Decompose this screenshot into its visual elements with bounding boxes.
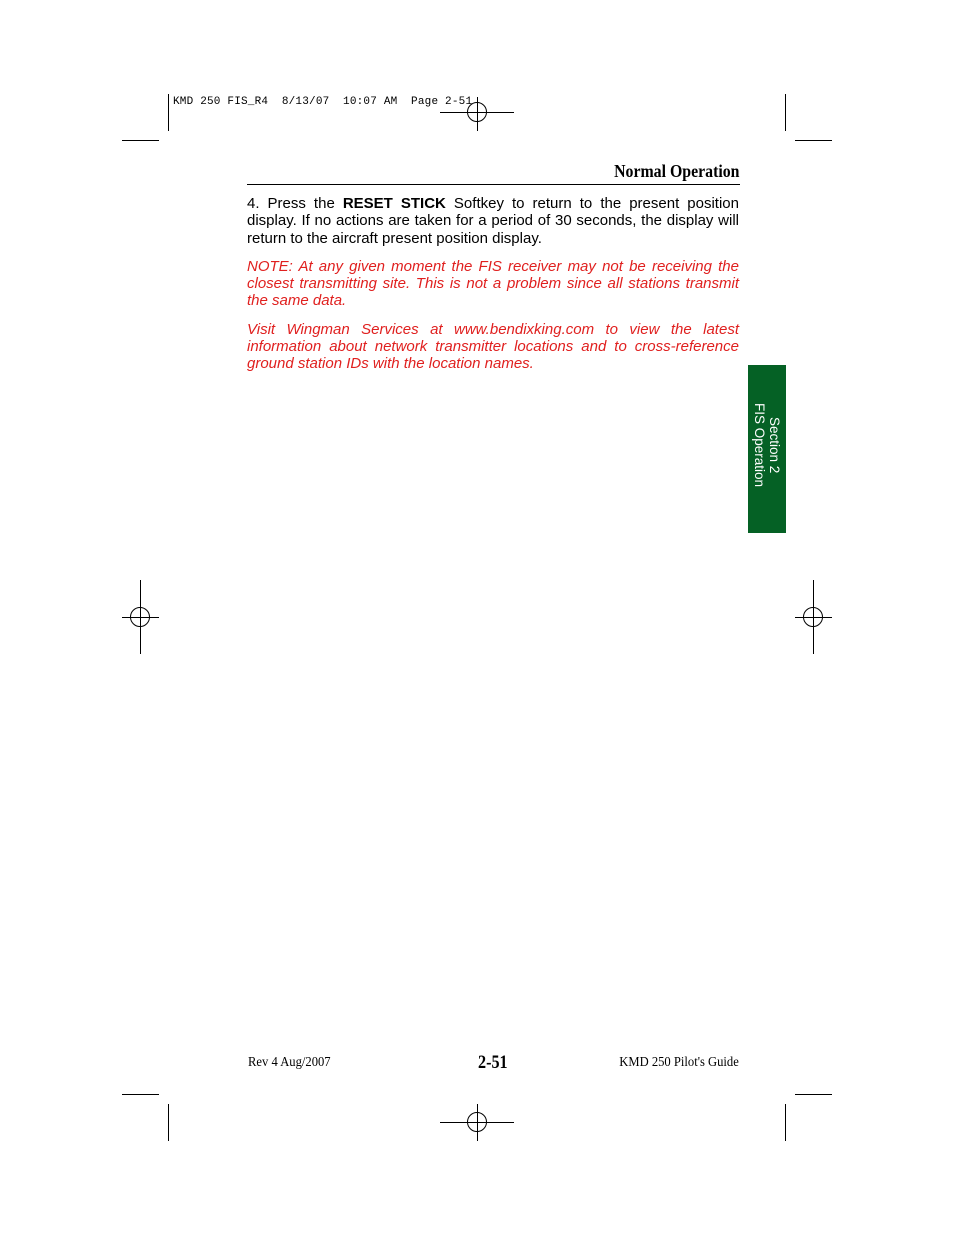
section-number: Section 2 [767,417,782,474]
softkey-name: RESET STICK [342,195,446,212]
step-text-prefix: 4. Press the [247,195,343,212]
page-number: 2-51 [478,1052,508,1073]
crop-mark [122,140,159,141]
print-slug: KMD 250 FIS_R4 8/13/07 10:07 AM Page 2-51 [173,96,473,108]
section-tab-label [748,365,786,533]
step-paragraph [247,195,739,247]
crop-mark [795,1094,832,1095]
crop-mark [122,1094,159,1095]
header-divider [247,184,740,185]
section-name: FIS Operation [752,403,767,488]
registration-circle-icon [467,102,487,122]
crop-mark [168,94,169,131]
registration-circle-icon [467,1112,487,1132]
crop-mark [785,1104,786,1141]
step-text-suffix: Softkey to return to the present position display. If no actions are taken for a period of 30 seconds, the display will return to the aircraft present position display. [247,195,739,247]
section-tab [748,365,786,533]
crop-mark [785,94,786,131]
crop-mark [795,140,832,141]
info-paragraph: Visit Wingman Services at www.bendixking.com to view the latest information about network transmitter locations and to cross-reference ground station IDs with the location names. [247,320,739,373]
registration-circle-icon [803,607,823,627]
crop-mark [168,1104,169,1141]
page-title: Normal Operation [613,161,739,181]
page-content [247,195,739,384]
registration-circle-icon [130,607,150,627]
footer-guide-title: KMD 250 Pilot's Guide [619,1055,739,1070]
note-paragraph: NOTE: At any given moment the FIS receiver may not be receiving the closest transmitting site. This is not a problem since all stations transmit the same data. [247,257,739,310]
footer-revision: Rev 4 Aug/2007 [248,1055,331,1070]
